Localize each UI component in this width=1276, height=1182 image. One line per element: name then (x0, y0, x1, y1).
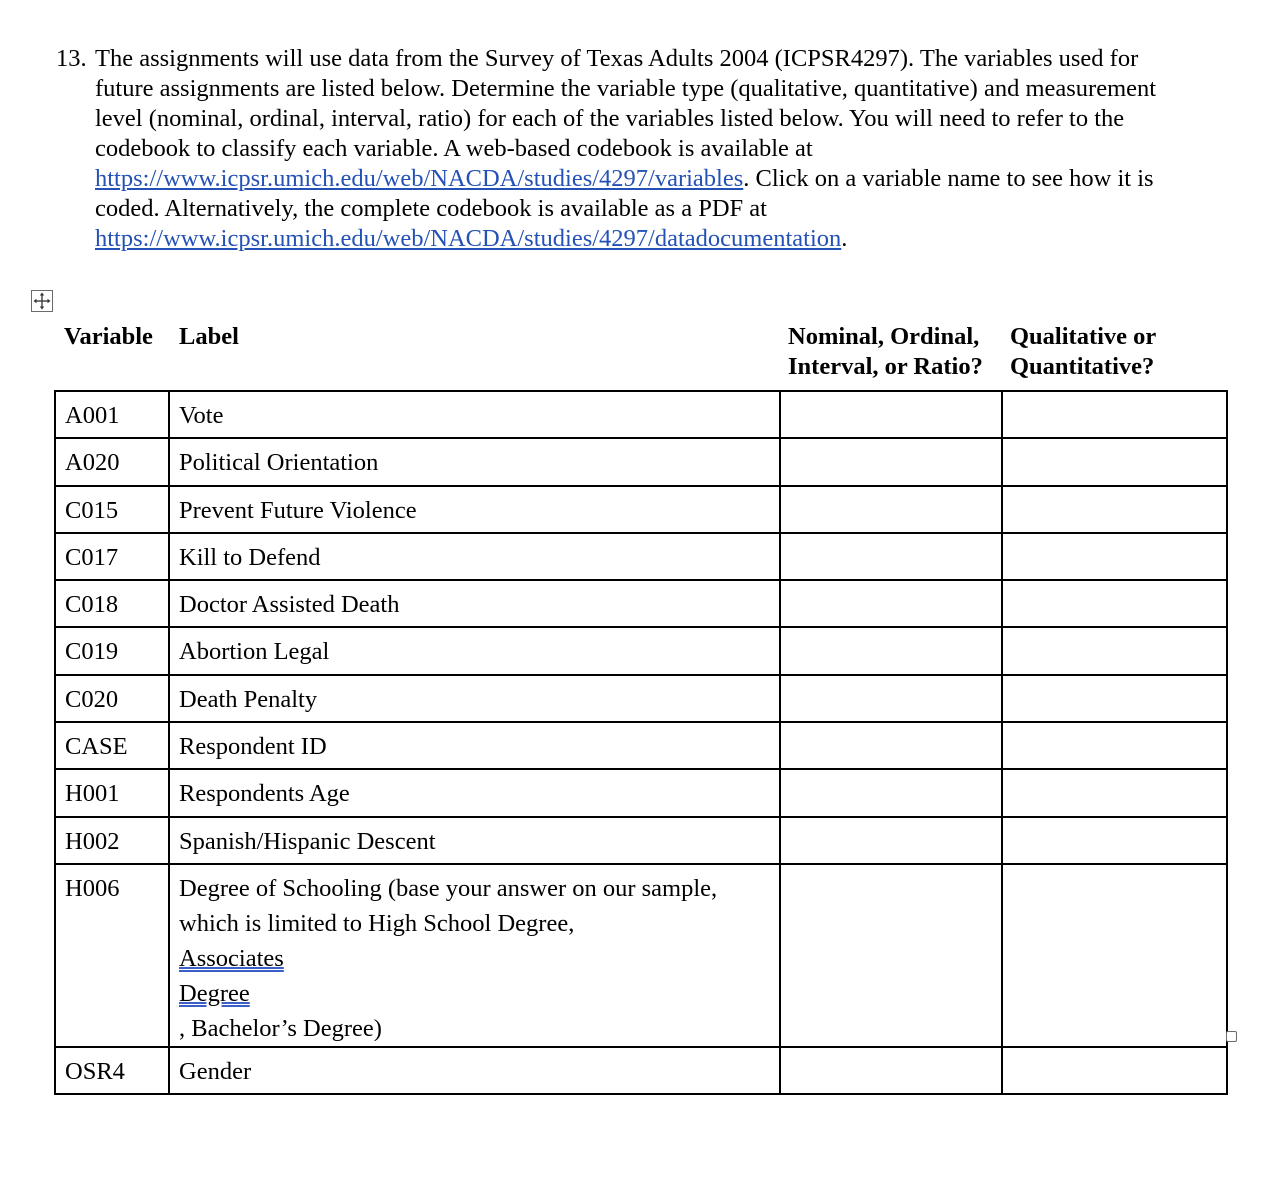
variable-cell: C018 (55, 580, 169, 627)
variable-type-answer-cell[interactable] (1002, 627, 1227, 674)
table-row (55, 864, 1227, 1047)
question-line: level (nominal, ordinal, interval, ratio) for each of the variables listed below. You will need to refer to the (95, 105, 1125, 132)
variable-cell: A001 (55, 391, 169, 438)
header-variable-type-line2: Quantitative? (1010, 353, 1155, 380)
question-text-fragment: . (841, 225, 848, 252)
question-number: 13. (56, 45, 87, 72)
label-line (179, 976, 779, 1046)
variable-type-answer-cell[interactable] (1002, 864, 1227, 1047)
header-variable-type-line1: Qualitative or (1010, 323, 1157, 350)
label-cell: Spanish/Hispanic Descent (169, 817, 780, 864)
table-row (55, 533, 1227, 580)
label-cell: Vote (169, 391, 780, 438)
measurement-level-answer-cell[interactable] (780, 675, 1002, 722)
variable-type-answer-cell[interactable] (1002, 769, 1227, 816)
question-13 (56, 44, 1236, 254)
measurement-level-answer-cell[interactable] (780, 722, 1002, 769)
question-line (95, 224, 1236, 254)
variable-type-answer-cell[interactable] (1002, 486, 1227, 533)
label-cell: Doctor Assisted Death (169, 580, 780, 627)
resize-handle-icon[interactable] (1226, 1031, 1237, 1042)
move-handle-icon[interactable] (31, 290, 53, 312)
variable-cell: CASE (55, 722, 169, 769)
table-row (55, 769, 1227, 816)
table-row (55, 391, 1227, 438)
label-fragment: , Bachelor’s Degree) (179, 1014, 382, 1042)
label-cell: Kill to Defend (169, 533, 780, 580)
variable-cell: H006 (55, 864, 169, 1047)
table-row (55, 722, 1227, 769)
variable-type-answer-cell[interactable] (1002, 675, 1227, 722)
variable-cell: H002 (55, 817, 169, 864)
measurement-level-answer-cell[interactable] (780, 769, 1002, 816)
table-row (55, 675, 1227, 722)
variable-type-answer-cell[interactable] (1002, 722, 1227, 769)
table-row (55, 580, 1227, 627)
label-cell: Respondents Age (169, 769, 780, 816)
question-text-fragment: . Click on a variable name to see how it is (743, 165, 1154, 192)
measurement-level-answer-cell[interactable] (780, 486, 1002, 533)
label-line (179, 906, 779, 976)
table-row (55, 438, 1227, 485)
question-line: coded. Alternatively, the complete codebook is available as a PDF at (95, 195, 767, 222)
variable-type-answer-cell[interactable] (1002, 438, 1227, 485)
variable-cell: C017 (55, 533, 169, 580)
label-cell: Political Orientation (169, 438, 780, 485)
variable-type-answer-cell[interactable] (1002, 580, 1227, 627)
header-variable: Variable (64, 323, 153, 350)
variable-type-answer-cell[interactable] (1002, 391, 1227, 438)
measurement-level-answer-cell[interactable] (780, 438, 1002, 485)
table-row (55, 627, 1227, 674)
variable-type-answer-cell[interactable] (1002, 1047, 1227, 1094)
codebook-variables-link[interactable]: https://www.icpsr.umich.edu/web/NACDA/studies/4297/variables (95, 165, 744, 192)
label-cell: Respondent ID (169, 722, 780, 769)
label-cell: Gender (169, 1047, 780, 1094)
measurement-level-answer-cell[interactable] (780, 580, 1002, 627)
table-row (55, 817, 1227, 864)
label-cell: Prevent Future Violence (169, 486, 780, 533)
question-text (95, 44, 1236, 254)
label-cell (169, 864, 780, 1047)
measurement-level-answer-cell[interactable] (780, 817, 1002, 864)
measurement-level-answer-cell[interactable] (780, 864, 1002, 1047)
question-line (95, 164, 1236, 194)
header-measurement-level-line2: Interval, or Ratio? (788, 353, 983, 380)
measurement-level-answer-cell[interactable] (780, 627, 1002, 674)
codebook-pdf-link[interactable]: https://www.icpsr.umich.edu/web/NACDA/studies/4297/datadocumentation (95, 225, 842, 252)
header-measurement-level (788, 322, 983, 382)
question-line: future assignments are listed below. Determine the variable type (qualitative, quantitative) and measurement (95, 75, 1157, 102)
variable-cell: C019 (55, 627, 169, 674)
header-variable-type (1010, 322, 1156, 382)
question-line: codebook to classify each variable. A web-based codebook is available at (95, 135, 813, 162)
label-cell: Abortion Legal (169, 627, 780, 674)
variable-cell: C015 (55, 486, 169, 533)
variables-table (54, 390, 1228, 1095)
header-measurement-level-line1: Nominal, Ordinal, (788, 323, 980, 350)
variable-type-answer-cell[interactable] (1002, 817, 1227, 864)
header-label: Label (179, 323, 239, 350)
variable-cell: H001 (55, 769, 169, 816)
question-line: The assignments will use data from the Survey of Texas Adults 2004 (ICPSR4297). The variables used for (95, 45, 1139, 72)
variable-cell: OSR4 (55, 1047, 169, 1094)
measurement-level-answer-cell[interactable] (780, 391, 1002, 438)
measurement-level-answer-cell[interactable] (780, 533, 1002, 580)
spellcheck-flagged-text: Associates (179, 944, 284, 972)
variable-cell: C020 (55, 675, 169, 722)
table-row (55, 1047, 1227, 1094)
table-row (55, 486, 1227, 533)
spellcheck-flagged-text: Degree (179, 979, 250, 1007)
variable-type-answer-cell[interactable] (1002, 533, 1227, 580)
label-fragment: which is limited to High School Degree, (179, 909, 575, 937)
variable-cell: A020 (55, 438, 169, 485)
label-line: Degree of Schooling (base your answer on our sample, (179, 874, 718, 902)
label-cell: Death Penalty (169, 675, 780, 722)
measurement-level-answer-cell[interactable] (780, 1047, 1002, 1094)
